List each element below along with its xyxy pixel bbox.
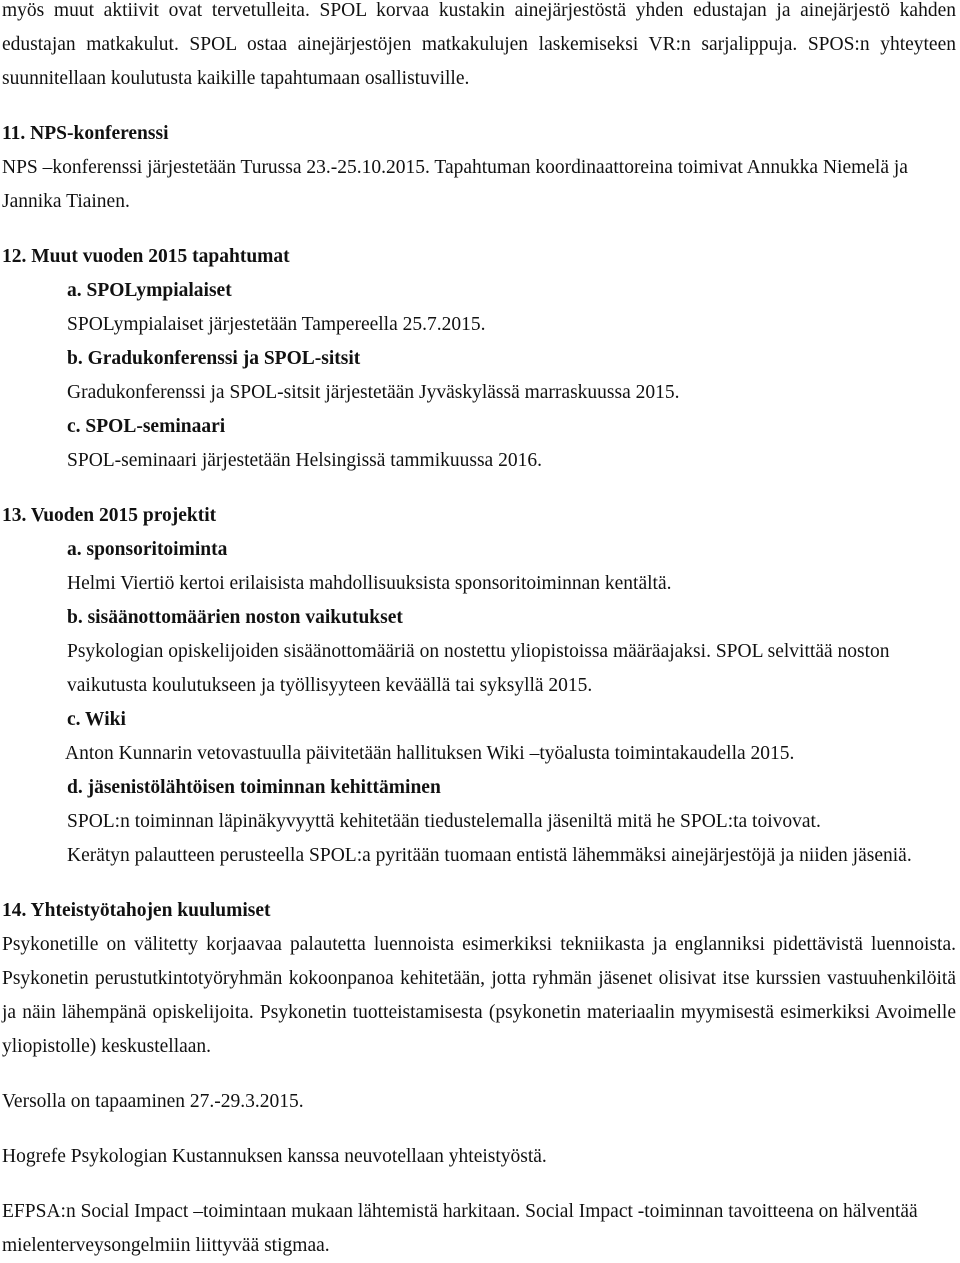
section-12-item-b-text: Gradukonferenssi ja SPOL-sitsit järjestetään Jyväskylässä marraskuussa 2015. [67,382,680,403]
section-13-item-d-text-1: SPOL:n toiminnan läpinäkyvyyttä kehitetään tiedustelemalla jäseniltä mitä he SPOL:ta toivovat. [67,811,821,832]
section-13-item-c-text: Anton Kunnarin vetovastuulla päivitetään hallituksen Wiki –työalusta toimintakaudella 2015. [65,743,795,764]
section-14-paragraph-2: Versolla on tapaaminen 27.-29.3.2015. [2,1091,304,1112]
section-13-item-a-title: a. sponsoritoiminta [67,539,228,560]
section-11-text: NPS –konferenssi järjestetään Turussa 23.-25.10.2015. Tapahtuman koordinaattoreina toimivat Annukka Niemelä ja Jannika Tiainen. [2,157,908,212]
section-13-item-b-text: Psykologian opiskelijoiden sisäänottomääriä on nostettu yliopistoissa määräajaksi. SPOL selvittää noston vaikutusta koulutukseen ja työllisyyteen keväällä tai syksyllä 2015. [67,641,890,696]
section-13-item-d-text-2: Kerätyn palautteen perusteella SPOL:a pyritään tuomaan entistä lähemmäksi ainejärjestöjä ja niiden jäseniä. [67,845,912,866]
section-12-item-c-title: c. SPOL-seminaari [67,416,226,437]
section-12-item-c-text: SPOL-seminaari järjestetään Helsingissä tammikuussa 2016. [67,450,542,471]
section-13-item-b-title: b. sisäänottomäärien noston vaikutukset [67,607,403,628]
section-14-paragraph-1: Psykonetille on välitetty korjaavaa palautetta luennoista esimerkiksi tekniikasta ja englanniksi pidettävistä luennoista. Psykonetin perustutkintotyöryhmän kokoonpanoa kehitetään, jotta ryhmän jäsenet olisivat itse kurssien vastuuhenkilöitä ja näin lähempänä opiskelijoita. Psykonetin tuotteistamisesta (psykonetin materiaalin myymisestä esimerkiksi Avoimelle yliopistolle) keskustellaan. [2,934,956,1057]
section-11-heading: 11. NPS-konferenssi [2,123,169,144]
section-12-heading: 12. Muut vuoden 2015 tapahtumat [2,246,290,267]
section-13-item-d-title: d. jäsenistölähtöisen toiminnan kehittäminen [67,777,441,798]
section-14-paragraph-4: EFPSA:n Social Impact –toimintaan mukaan lähtemistä harkitaan. Social Impact -toiminnan tavoitteena on hälventää mielenterveysongelmiin liittyvää stigmaa. [2,1201,918,1256]
document-page [2,0,956,1263]
section-13-item-a-text: Helmi Viertiö kertoi erilaisista mahdollisuuksista sponsoritoiminnan kentältä. [67,573,672,594]
intro-paragraph: myös muut aktiivit ovat tervetulleita. SPOL korvaa kustakin ainejärjestöstä yhden edustajan ja ainejärjestö kahden edustajan matkakulut. SPOL ostaa ainejärjestöjen matkakulujen laskemiseksi VR:n sarjalippuja. SPOS:n yhteyteen suunnitellaan koulutusta kaikille tapahtumaan osallistuville. [2,0,956,89]
section-14-paragraph-3: Hogrefe Psykologian Kustannuksen kanssa neuvotellaan yhteistyöstä. [2,1146,547,1167]
section-12-item-a-title: a. SPOLympialaiset [67,280,232,301]
section-13-heading: 13. Vuoden 2015 projektit [2,505,217,526]
section-14-heading: 14. Yhteistyötahojen kuulumiset [2,900,271,921]
section-13-item-c-title: c. Wiki [67,709,126,730]
section-12-item-b-title: b. Gradukonferenssi ja SPOL-sitsit [67,348,361,369]
section-12-item-a-text: SPOLympialaiset järjestetään Tampereella 25.7.2015. [67,314,486,335]
